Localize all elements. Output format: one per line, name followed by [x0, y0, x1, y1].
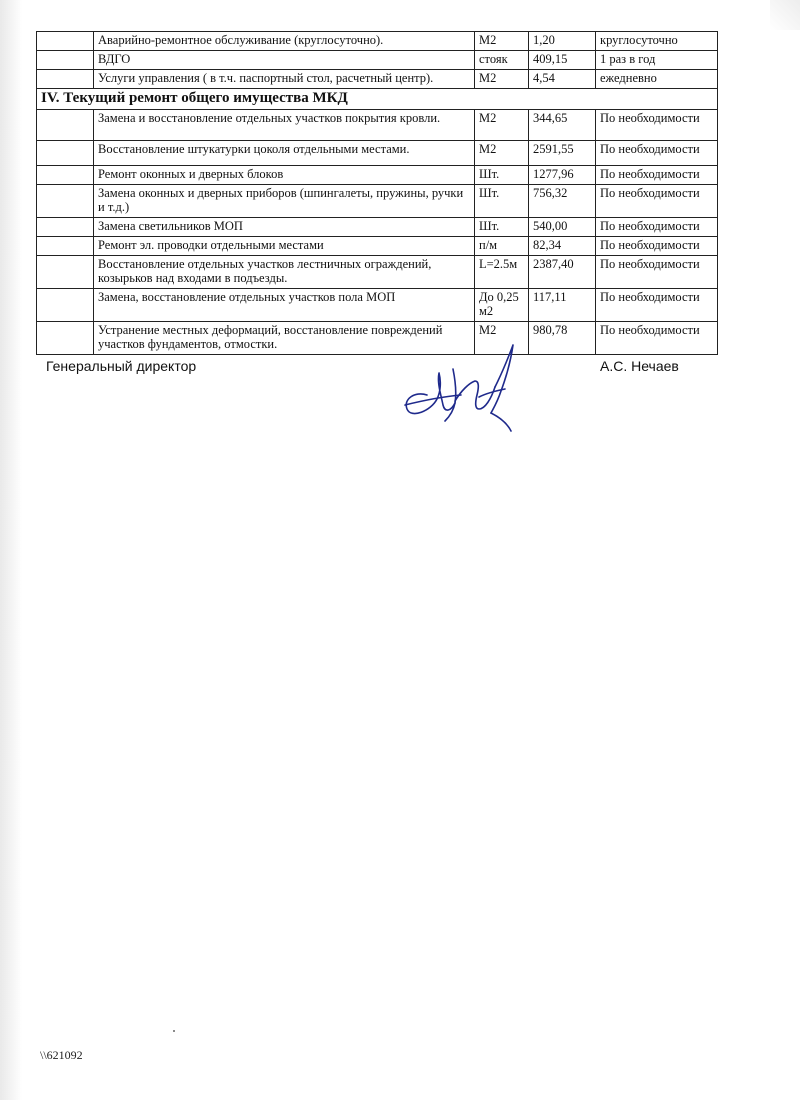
position-label: Генеральный директор: [46, 358, 197, 374]
frequency-cell: По необходимости: [596, 185, 718, 218]
frequency-cell: По необходимости: [596, 166, 718, 185]
unit-cell: До 0,25 м2: [475, 289, 529, 322]
table-row: [37, 70, 718, 89]
unit-cell: Шт.: [475, 166, 529, 185]
price-cell: 4,54: [529, 70, 596, 89]
table-row: [37, 322, 718, 355]
table-row: [37, 51, 718, 70]
service-name-cell: Ремонт эл. проводки отдельными местами: [94, 237, 475, 256]
price-cell: 82,34: [529, 237, 596, 256]
unit-cell: п/м: [475, 237, 529, 256]
row-number-cell: [37, 218, 94, 237]
price-cell: 540,00: [529, 218, 596, 237]
director-name: А.С. Нечаев: [600, 358, 679, 374]
row-number-cell: [37, 289, 94, 322]
service-name-cell: ВДГО: [94, 51, 475, 70]
unit-cell: М2: [475, 141, 529, 166]
service-name-cell: Аварийно-ремонтное обслуживание (круглосуточно).: [94, 32, 475, 51]
row-number-cell: [37, 32, 94, 51]
section-title: IV. Текущий ремонт общего имущества МКД: [37, 89, 718, 110]
price-cell: 980,78: [529, 322, 596, 355]
service-name-cell: Восстановление штукатурки цоколя отдельными местами.: [94, 141, 475, 166]
unit-cell: М2: [475, 110, 529, 141]
unit-cell: Шт.: [475, 218, 529, 237]
row-number-cell: [37, 141, 94, 166]
table-row: [37, 185, 718, 218]
frequency-cell: По необходимости: [596, 237, 718, 256]
price-cell: 2387,40: [529, 256, 596, 289]
row-number-cell: [37, 256, 94, 289]
unit-cell: L=2.5м: [475, 256, 529, 289]
section-header: [37, 89, 718, 110]
frequency-cell: По необходимости: [596, 110, 718, 141]
row-number-cell: [37, 166, 94, 185]
director-signature: [395, 335, 545, 435]
frequency-cell: круглосуточно: [596, 32, 718, 51]
table-row: [37, 141, 718, 166]
document-code: \\621092: [40, 1048, 83, 1062]
row-number-cell: [37, 110, 94, 141]
row-number-cell: [37, 70, 94, 89]
table-row: [37, 256, 718, 289]
service-name-cell: Услуги управления ( в т.ч. паспортный стол, расчетный центр).: [94, 70, 475, 89]
unit-cell: стояк: [475, 51, 529, 70]
table-row: [37, 289, 718, 322]
unit-cell: М2: [475, 32, 529, 51]
table-row: [37, 32, 718, 51]
price-cell: 1277,96: [529, 166, 596, 185]
frequency-cell: По необходимости: [596, 322, 718, 355]
table-body-repair: [37, 110, 718, 355]
service-name-cell: Замена оконных и дверных приборов (шпингалеты, пружины, ручки и т.д.): [94, 185, 475, 218]
unit-cell: Шт.: [475, 185, 529, 218]
service-name-cell: Замена светильников МОП: [94, 218, 475, 237]
services-table: [36, 31, 718, 355]
scan-page-edge: [0, 0, 22, 1100]
frequency-cell: По необходимости: [596, 141, 718, 166]
price-cell: 756,32: [529, 185, 596, 218]
service-name-cell: Ремонт оконных и дверных блоков: [94, 166, 475, 185]
frequency-cell: По необходимости: [596, 289, 718, 322]
unit-cell: М2: [475, 70, 529, 89]
row-number-cell: [37, 51, 94, 70]
frequency-cell: По необходимости: [596, 256, 718, 289]
row-number-cell: [37, 237, 94, 256]
frequency-cell: 1 раз в год: [596, 51, 718, 70]
table-row: [37, 166, 718, 185]
service-name-cell: Восстановление отдельных участков лестничных ограждений, козырьков над входами в подъезды.: [94, 256, 475, 289]
service-name-cell: Замена и восстановление отдельных участков покрытия кровли.: [94, 110, 475, 141]
table-row: [37, 110, 718, 141]
scan-speck: [173, 1030, 175, 1032]
scan-page-corner: [770, 0, 800, 30]
row-number-cell: [37, 185, 94, 218]
frequency-cell: По необходимости: [596, 218, 718, 237]
price-cell: 117,11: [529, 289, 596, 322]
row-number-cell: [37, 322, 94, 355]
price-cell: 1,20: [529, 32, 596, 51]
frequency-cell: ежедневно: [596, 70, 718, 89]
price-cell: 2591,55: [529, 141, 596, 166]
table-body-top: [37, 32, 718, 89]
table-row: [37, 218, 718, 237]
unit-cell: М2: [475, 322, 529, 355]
price-cell: 409,15: [529, 51, 596, 70]
service-name-cell: Замена, восстановление отдельных участков пола МОП: [94, 289, 475, 322]
service-name-cell: Устранение местных деформаций, восстановление повреждений участков фундаментов, отмостки.: [94, 322, 475, 355]
price-cell: 344,65: [529, 110, 596, 141]
table-row: [37, 237, 718, 256]
